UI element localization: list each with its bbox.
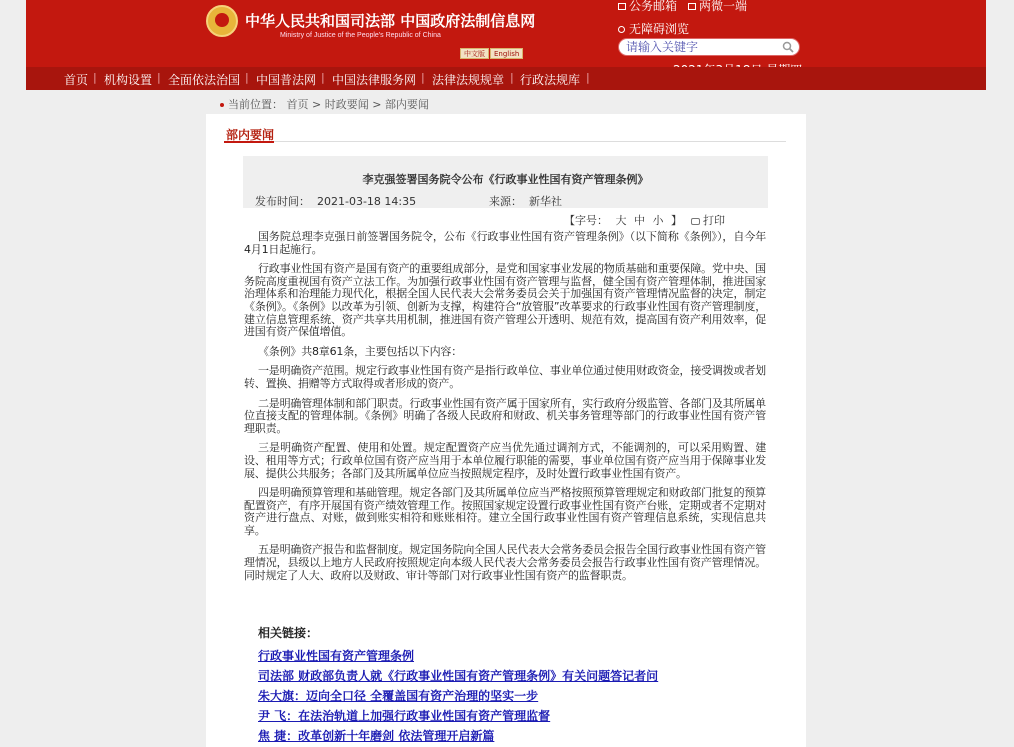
nav-separator: | xyxy=(245,71,249,84)
national-emblem-icon xyxy=(206,5,238,37)
site-title[interactable]: 中华人民共和国司法部 中国政府法制信息网 xyxy=(245,12,536,30)
related-link[interactable]: 行政事业性国有资产管理条例 xyxy=(258,649,415,663)
breadcrumb-ministry-news[interactable]: 部内要闻 xyxy=(384,98,429,111)
article-paragraph: 国务院总理李克强日前签署国务院令，公布《行政事业性国有资产管理条例》（以下简称《条例》），自今年4月1日起施行。 xyxy=(244,230,766,256)
article-paragraph: 《条例》共8章61条，主要包括以下内容： xyxy=(258,344,462,358)
article-paragraph: 行政事业性国有资产是国有资产的重要组成部分，是党和国家事业发展的物质基础和重要保障。党中央、国务院高度重视国有资产立法工作。为加强行政事业性国有资产管理与监督，健全国有资产管理体制，推进国家治理体系和治理能力现代化，根据全国人民代表大会常务委员会关于加强国有资产管理情况监督的决定，制定《条例》。《条例》以改革为引领、创新为支撑，构建符合“放管服”改革要求的行政事业性国有资产管理制度，建立信息管理系统、资产共享共用机制，推进国有资产管理公开透明、规范有效，提高国有资产利用效率，促进国有资产保值增值。 xyxy=(244,262,766,339)
nav-separator: | xyxy=(93,71,97,84)
nav-item-rule-of-law[interactable]: 全面依法治国 xyxy=(168,73,241,87)
print-button[interactable]: 打印 xyxy=(691,212,725,228)
related-link[interactable]: 尹 飞：在法治轨道上加强行政事业性国有资产管理监督 xyxy=(258,709,551,723)
font-large-button[interactable]: 大 xyxy=(615,214,627,227)
site-header xyxy=(26,0,986,67)
weibo-link[interactable]: 两微一端 xyxy=(688,0,747,14)
article-paragraph: 二是明确管理体制和部门职责。行政事业性国有资产属于国家所有，实行政府分级监管、各部门及其所属单位直接支配的管理体制。《条例》明确了各级人民政府和财政、机关事务管理等部门的行政事业性国有资产管理职责。 xyxy=(244,396,766,435)
accessibility-icon xyxy=(618,26,625,33)
mailbox-link[interactable]: 公务邮箱 xyxy=(618,0,677,14)
article-header xyxy=(243,156,768,208)
nav-separator: | xyxy=(421,71,425,84)
nav-item-law-popularization[interactable]: 中国普法网 xyxy=(256,73,317,87)
main-nav xyxy=(26,67,986,90)
content-panel xyxy=(206,114,806,747)
nav-item-legal-service[interactable]: 中国法律服务网 xyxy=(332,73,417,87)
nav-separator: | xyxy=(586,71,590,84)
font-medium-button[interactable]: 中 xyxy=(634,214,645,227)
article-paragraph: 四是明确预算管理和基础管理。规定各部门及其所属单位应当严格按照预算管理规定和财政部门批复的预算配置资产，有序开展国有资产绩效管理工作。按照国家规定设置行政事业性国有资产台账，定期或者不定期对资产进行盘点、对账，做到账实相符和账账相符。建立全国行政事业性国有资产管理信息系统，实现信息共享。 xyxy=(244,486,766,537)
section-divider xyxy=(224,141,786,142)
nav-separator: | xyxy=(157,71,161,84)
breadcrumb: 当前位置： 首页 > 时政要闻 > 部内要闻 xyxy=(220,96,429,112)
search-box xyxy=(618,38,800,56)
nav-item-organization[interactable]: 机构设置 xyxy=(104,73,153,87)
bullet-icon xyxy=(220,103,224,107)
font-small-button[interactable]: 小 xyxy=(652,214,664,227)
print-icon xyxy=(691,218,700,225)
nav-item-home[interactable]: 首页 xyxy=(64,73,89,87)
article-paragraph: 一是明确资产范围。规定行政事业性国有资产是指行政单位、事业单位通过使用财政资金，接受调拨或者划转、置换、捐赠等方式取得或者形成的资产。 xyxy=(244,364,766,390)
section-title: 部内要闻 xyxy=(226,128,275,142)
related-links xyxy=(258,624,778,747)
breadcrumb-politics-news[interactable]: 时政要闻 xyxy=(324,98,369,111)
breadcrumb-home[interactable]: 首页 xyxy=(286,98,309,111)
search-icon[interactable] xyxy=(782,41,794,53)
nav-separator: | xyxy=(321,71,325,84)
mail-icon xyxy=(618,3,626,10)
related-links-heading: 相关链接： xyxy=(258,626,319,640)
site-subtitle: Ministry of Justice of the People's Republic of China xyxy=(280,32,441,39)
font-size-controls: 【字号： 大 中 小 】 xyxy=(564,214,682,227)
article-source: 来源： 新华社 xyxy=(489,195,562,208)
search-input[interactable] xyxy=(626,40,776,54)
related-link[interactable]: 朱大旗：迈向全口径 全覆盖国有资产治理的坚实一步 xyxy=(258,689,539,703)
grid-icon xyxy=(688,3,696,10)
nav-item-admin-regulations[interactable]: 行政法规库 xyxy=(520,73,581,87)
related-link[interactable]: 司法部 财政部负责人就《行政事业性国有资产管理条例》有关问题答记者问 xyxy=(258,669,659,683)
lang-english-button[interactable]: English xyxy=(490,48,523,59)
article-title: 李克强签署国务院令公布《行政事业性国有资产管理条例》 xyxy=(362,173,649,186)
related-link[interactable]: 焦 捷：改革创新十年磨剑 依法管理开启新篇 xyxy=(258,729,495,743)
nav-item-laws-regulations[interactable]: 法律法规规章 xyxy=(432,73,505,87)
nav-separator: | xyxy=(510,71,514,84)
article-body xyxy=(244,231,766,589)
lang-chinese-button[interactable]: 中文版 xyxy=(460,48,489,59)
article-paragraph: 五是明确资产报告和监督制度。规定国务院向全国人民代表大会常务委员会报告全国行政事业性国有资产管理情况，县级以上地方人民政府按照规定向本级人民代表大会常务委员会报告行政事业性国有资产管理情况。同时规定了人大、政府以及财政、审计等部门对行政事业性国有资产的监督职责。 xyxy=(244,543,766,582)
accessibility-link[interactable]: 无障碍浏览 xyxy=(618,20,689,37)
publish-time: 发布时间： 2021-03-18 14:35 xyxy=(255,195,417,208)
article-paragraph: 三是明确资产配置、使用和处置。规定配置资产应当优先通过调剂方式，不能调剂的，可以采用购置、建设、租用等方式；行政单位国有资产应当用于本单位履行职能的需要，事业单位国有资产应当用于保障事业发展、提供公共服务；各部门及其所属单位应当按照规定程序，及时处置行政事业性国有资产。 xyxy=(244,441,766,480)
